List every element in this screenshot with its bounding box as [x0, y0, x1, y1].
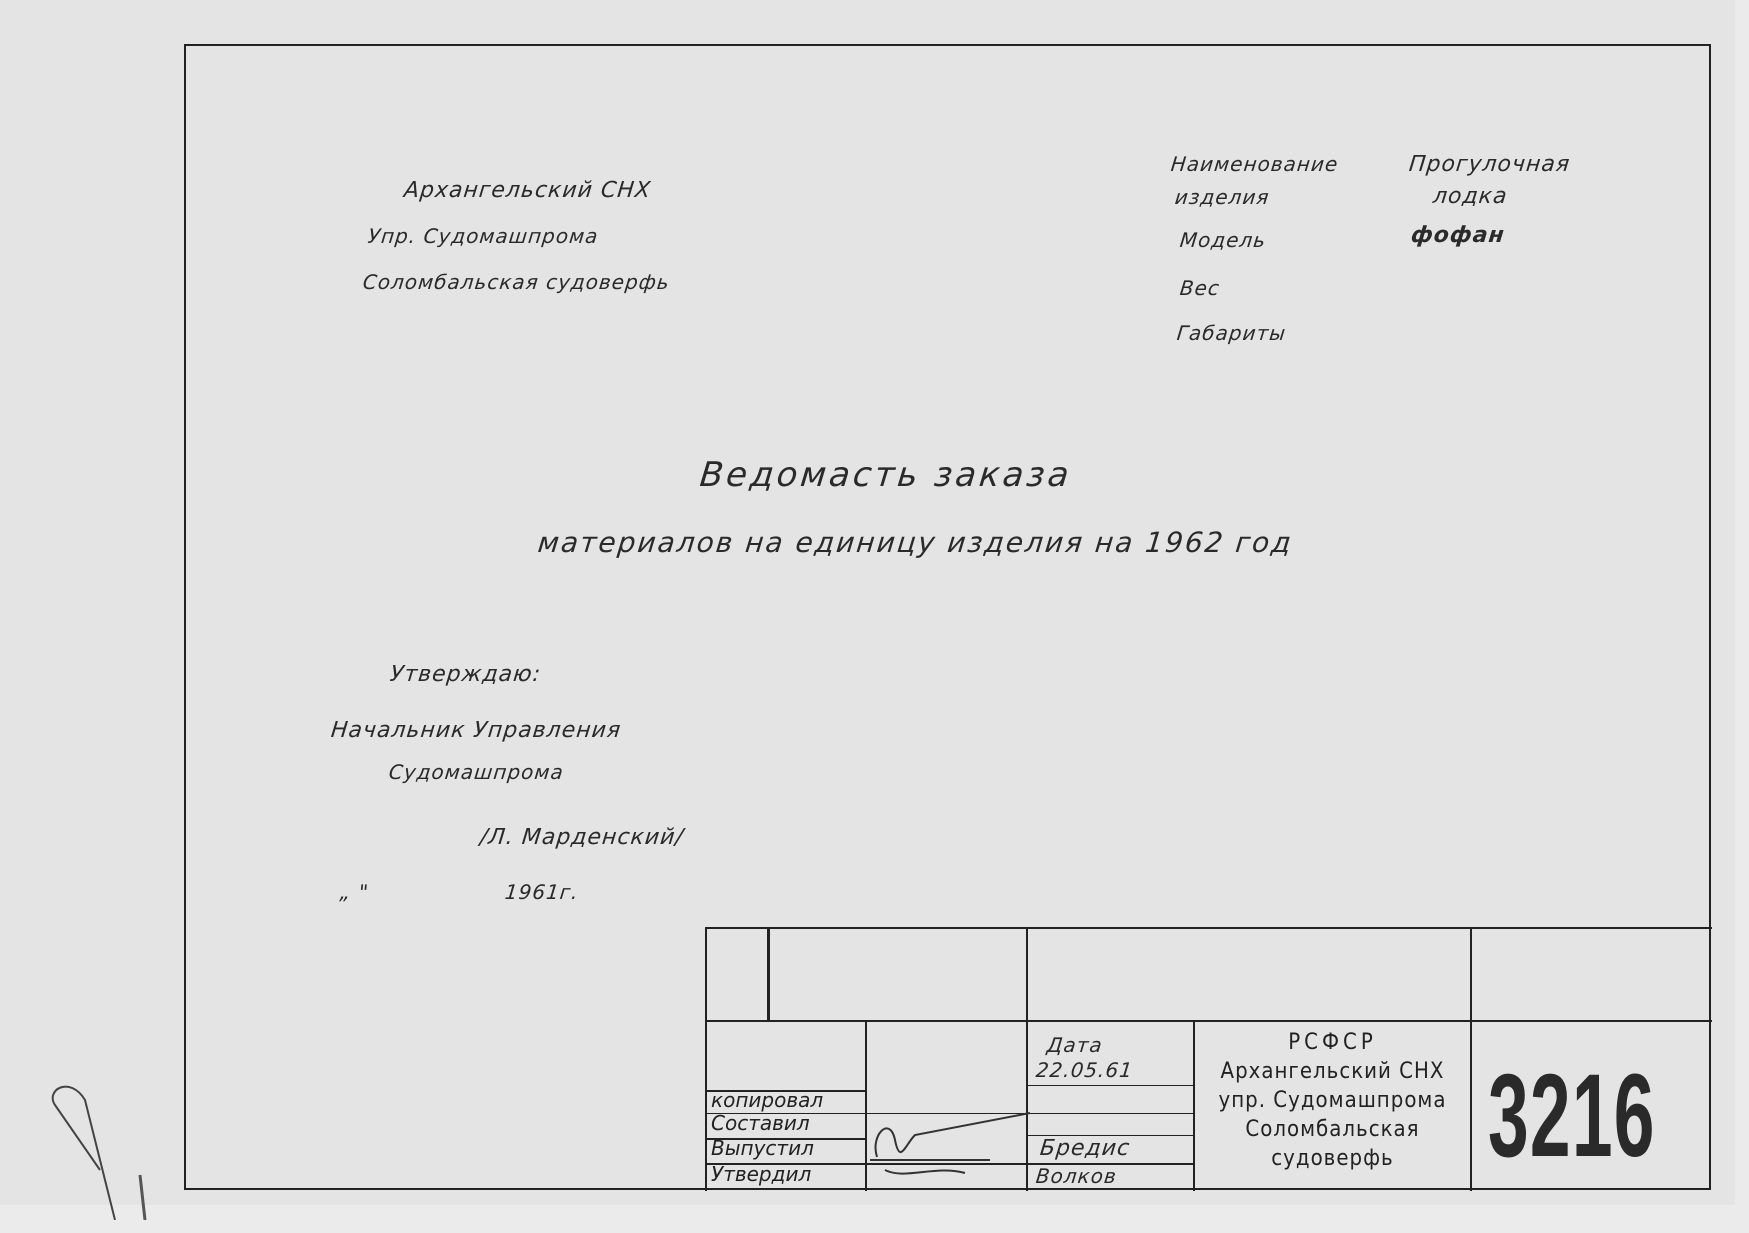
dimensions-label: Габариты: [1175, 321, 1288, 345]
role-approved: Утвердил: [711, 1162, 812, 1186]
role-issued: Выпустил: [711, 1136, 814, 1160]
org-line-1: РСФСР: [1288, 1030, 1377, 1055]
header-org-line-1: Архангельский СНХ: [402, 178, 653, 203]
approval-position-2: Судомашпрома: [387, 760, 566, 784]
weight-label: Вес: [1178, 276, 1222, 300]
document-title: Ведомасть заказа: [697, 455, 1074, 495]
approval-heading: Утверждаю:: [388, 662, 543, 687]
role-compiled: Составил: [711, 1111, 810, 1135]
product-name-value-1: Прогулочная: [1407, 152, 1572, 177]
date-value: 22.05.61: [1034, 1058, 1135, 1082]
date-label: Дата: [1045, 1033, 1105, 1057]
name-volkov: Волков: [1034, 1164, 1119, 1188]
org-line-5: судоверфь: [1271, 1146, 1394, 1171]
product-name-value-2: лодка: [1431, 184, 1509, 209]
header-org-line-3: Соломбальская судоверфь: [361, 270, 672, 294]
approval-date-quotes: „ ": [338, 880, 371, 904]
header-org-line-2: Упр. Судомашпрома: [366, 224, 600, 248]
document-subtitle: материалов на единицу изделия на 1962 год: [536, 526, 1295, 559]
model-value: фофан: [1409, 223, 1507, 248]
role-copied: копировал: [711, 1088, 824, 1112]
signatures: [865, 1105, 1035, 1185]
approval-position-1: Начальник Управления: [329, 718, 623, 743]
drawing-number: 3216: [1488, 1050, 1656, 1182]
org-line-4: Соломбальская: [1245, 1117, 1420, 1142]
margin-pen-mark: [40, 1060, 160, 1220]
org-line-2: Архангельский СНХ: [1220, 1059, 1445, 1084]
approval-year: 1961г.: [503, 880, 581, 904]
approval-name: /Л. Марденский/: [478, 825, 686, 850]
org-line-3: упр. Судомашпрома: [1218, 1088, 1447, 1113]
model-label: Модель: [1178, 228, 1268, 252]
drawing-frame: [184, 44, 1711, 1190]
product-name-label-1: Наименование: [1169, 152, 1340, 176]
name-bredis: Бредис: [1038, 1136, 1132, 1161]
product-name-label-2: изделия: [1173, 185, 1271, 209]
